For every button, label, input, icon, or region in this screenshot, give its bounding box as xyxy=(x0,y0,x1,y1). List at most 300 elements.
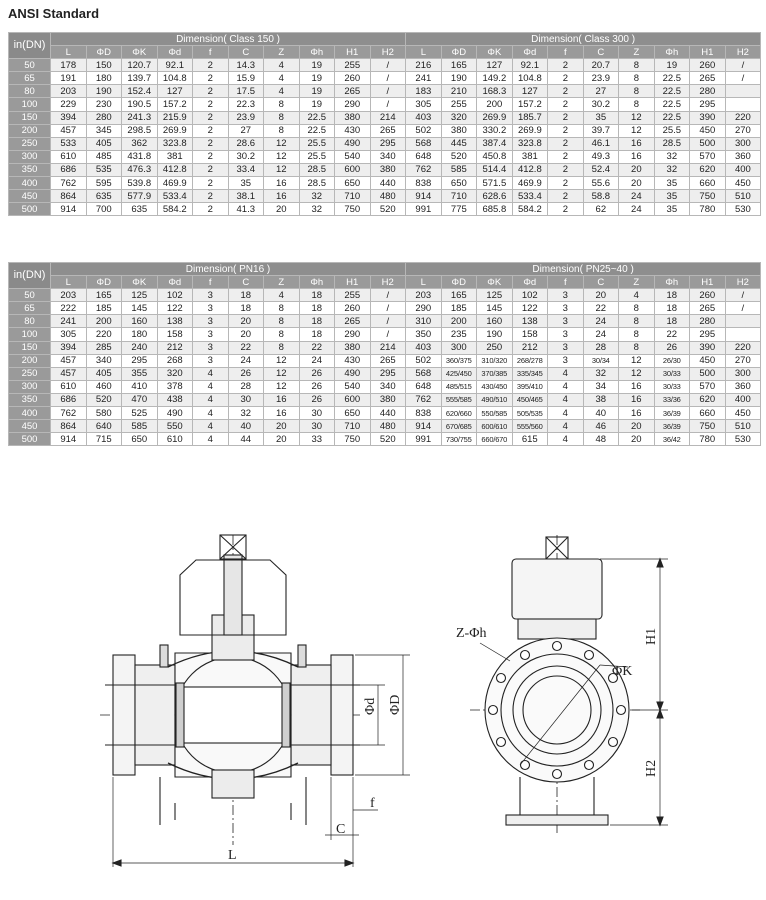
value-cell: 4 xyxy=(264,85,300,98)
dn-header: in(DN) xyxy=(9,263,51,289)
value-cell: 16 xyxy=(619,380,655,393)
value-cell: 3 xyxy=(548,328,584,341)
dn-cell: 450 xyxy=(9,190,51,203)
value-cell: 8 xyxy=(264,124,300,137)
value-cell: 16 xyxy=(619,137,655,150)
value-cell: 533.4 xyxy=(157,190,193,203)
value-cell: 12 xyxy=(264,354,300,367)
value-cell: 203 xyxy=(51,289,87,302)
value-cell: 430 xyxy=(335,124,371,137)
value-cell: 295 xyxy=(690,328,726,341)
value-cell: 26 xyxy=(299,393,335,406)
value-cell: 41.3 xyxy=(228,203,264,216)
value-cell: 445 xyxy=(441,137,477,150)
left-group-header: Dimension( Class 150 ) xyxy=(51,33,406,46)
value-cell: 16 xyxy=(264,407,300,420)
value-cell: 310/320 xyxy=(477,354,513,367)
value-cell: 260 xyxy=(335,72,371,85)
value-cell: 92.1 xyxy=(157,59,193,72)
value-cell: 32 xyxy=(583,367,619,380)
value-cell: 584.2 xyxy=(512,203,548,216)
table-row xyxy=(9,315,761,328)
value-cell: 530 xyxy=(725,203,761,216)
value-cell: 2 xyxy=(193,137,229,150)
value-cell: 394 xyxy=(51,341,87,354)
value-cell: 200 xyxy=(477,98,513,111)
value-cell: 20 xyxy=(619,433,655,446)
value-cell: 485/515 xyxy=(441,380,477,393)
value-cell: 157.2 xyxy=(512,98,548,111)
value-cell: 2 xyxy=(193,150,229,163)
value-cell: 28.5 xyxy=(654,137,690,150)
value-cell: 185 xyxy=(441,302,477,315)
value-cell: 360 xyxy=(725,380,761,393)
value-cell: 580 xyxy=(86,407,122,420)
label-f: f xyxy=(370,796,375,811)
column-header: Φd xyxy=(512,46,548,59)
value-cell: 26 xyxy=(299,367,335,380)
value-cell: 190 xyxy=(86,85,122,98)
value-cell: 24 xyxy=(619,190,655,203)
value-cell: 23.9 xyxy=(228,111,264,124)
value-cell: 381 xyxy=(157,150,193,163)
value-cell: / xyxy=(370,98,406,111)
value-cell: 220 xyxy=(725,111,761,124)
value-cell: 540 xyxy=(335,150,371,163)
value-cell: 450 xyxy=(725,407,761,420)
value-cell: 35 xyxy=(228,177,264,190)
value-cell: 120.7 xyxy=(122,59,158,72)
value-cell: 30/33 xyxy=(654,380,690,393)
value-cell: 14.3 xyxy=(228,59,264,72)
value-cell: 685.8 xyxy=(477,203,513,216)
column-header: C xyxy=(583,276,619,289)
value-cell: / xyxy=(370,72,406,85)
value-cell: 222 xyxy=(51,302,87,315)
dn-cell: 65 xyxy=(9,72,51,85)
value-cell: 360 xyxy=(725,150,761,163)
value-cell: 24 xyxy=(228,354,264,367)
value-cell: 4 xyxy=(193,367,229,380)
value-cell: 269.9 xyxy=(512,124,548,137)
value-cell: 450 xyxy=(725,177,761,190)
value-cell: 24 xyxy=(583,315,619,328)
value-cell: 58.8 xyxy=(583,190,619,203)
value-cell: 280 xyxy=(690,315,726,328)
value-cell: 2 xyxy=(548,72,584,85)
value-cell: 191 xyxy=(51,72,87,85)
value-cell: 36/42 xyxy=(654,433,690,446)
value-cell: 3 xyxy=(548,302,584,315)
column-header: C xyxy=(583,46,619,59)
table-row xyxy=(9,302,761,315)
value-cell: 635 xyxy=(122,203,158,216)
value-cell: 20 xyxy=(264,203,300,216)
value-cell: 212 xyxy=(512,341,548,354)
value-cell: 92.1 xyxy=(512,59,548,72)
value-cell: 295 xyxy=(122,354,158,367)
value-cell: 269.9 xyxy=(157,124,193,137)
value-cell: 715 xyxy=(86,433,122,446)
value-cell: 615 xyxy=(512,433,548,446)
table-row xyxy=(9,72,761,85)
value-cell: 4 xyxy=(548,407,584,420)
column-header: Φh xyxy=(654,46,690,59)
value-cell: 405 xyxy=(86,137,122,150)
column-header: H2 xyxy=(370,276,406,289)
value-cell: 490 xyxy=(335,137,371,150)
value-cell: 122 xyxy=(157,302,193,315)
value-cell: 2 xyxy=(193,98,229,111)
value-cell: 438 xyxy=(157,393,193,406)
value-cell: 2 xyxy=(548,137,584,150)
value-cell: 24 xyxy=(583,328,619,341)
value-cell: / xyxy=(725,302,761,315)
dn-cell: 350 xyxy=(9,163,51,176)
value-cell: 3 xyxy=(193,302,229,315)
value-cell: 355 xyxy=(122,367,158,380)
value-cell: 700 xyxy=(86,203,122,216)
value-cell: 214 xyxy=(370,341,406,354)
value-cell: 23.9 xyxy=(583,72,619,85)
value-cell: 750 xyxy=(690,190,726,203)
value-cell: 2 xyxy=(548,85,584,98)
dn-header: in(DN) xyxy=(9,33,51,59)
value-cell: 104.8 xyxy=(512,72,548,85)
value-cell: 20 xyxy=(228,315,264,328)
value-cell: 30 xyxy=(299,407,335,420)
value-cell: 323.8 xyxy=(157,137,193,150)
value-cell: 157.2 xyxy=(157,98,193,111)
value-cell: 12 xyxy=(264,380,300,393)
value-cell: 476.3 xyxy=(122,163,158,176)
value-cell: 19 xyxy=(299,59,335,72)
value-cell: 36/39 xyxy=(654,420,690,433)
table-row xyxy=(9,137,761,150)
value-cell: 502 xyxy=(406,124,442,137)
value-cell: 864 xyxy=(51,190,87,203)
value-cell: 32 xyxy=(299,190,335,203)
value-cell: 290 xyxy=(335,98,371,111)
value-cell: 230 xyxy=(86,98,122,111)
value-cell: 8 xyxy=(264,341,300,354)
value-cell: 440 xyxy=(370,407,406,420)
value-cell: 335/345 xyxy=(512,367,548,380)
value-cell: 8 xyxy=(619,328,655,341)
value-cell: 8 xyxy=(619,98,655,111)
column-header: ΦK xyxy=(122,46,158,59)
value-cell: 15.9 xyxy=(228,72,264,85)
value-cell: 390 xyxy=(690,111,726,124)
value-cell: 540 xyxy=(335,380,371,393)
value-cell: 8 xyxy=(264,315,300,328)
value-cell: 25.5 xyxy=(654,124,690,137)
table-row xyxy=(9,111,761,124)
value-cell: 127 xyxy=(512,85,548,98)
table-row xyxy=(9,420,761,433)
value-cell: 838 xyxy=(406,407,442,420)
value-cell: 3 xyxy=(193,315,229,328)
class-150-300-table xyxy=(8,32,761,216)
value-cell: 220 xyxy=(86,328,122,341)
dn-cell: 200 xyxy=(9,124,51,137)
value-cell: 290 xyxy=(406,302,442,315)
value-cell: 22.5 xyxy=(654,111,690,124)
value-cell: 203 xyxy=(51,85,87,98)
value-cell: 4 xyxy=(264,289,300,302)
column-header: Φh xyxy=(654,276,690,289)
value-cell: 28 xyxy=(228,380,264,393)
value-cell: 241.3 xyxy=(122,111,158,124)
value-cell: 270 xyxy=(725,354,761,367)
table-row xyxy=(9,433,761,446)
value-cell: 12 xyxy=(619,111,655,124)
value-cell: 490/510 xyxy=(477,393,513,406)
value-cell: 520 xyxy=(86,393,122,406)
value-cell: 46 xyxy=(583,420,619,433)
column-header: f xyxy=(193,46,229,59)
value-cell: 2 xyxy=(193,124,229,137)
column-header: ΦK xyxy=(122,276,158,289)
value-cell: 4 xyxy=(193,407,229,420)
value-cell: 33/36 xyxy=(654,393,690,406)
value-cell: 20.7 xyxy=(583,59,619,72)
value-cell: 44 xyxy=(228,433,264,446)
label-C: C xyxy=(336,822,346,837)
value-cell: 4 xyxy=(193,380,229,393)
value-cell: 838 xyxy=(406,177,442,190)
value-cell: 425/450 xyxy=(441,367,477,380)
value-cell: 469.9 xyxy=(512,177,548,190)
value-cell: 8 xyxy=(264,302,300,315)
value-cell: 568 xyxy=(406,137,442,150)
value-cell: 12 xyxy=(264,163,300,176)
value-cell: 241 xyxy=(406,72,442,85)
value-cell: 400 xyxy=(725,163,761,176)
value-cell: 12 xyxy=(619,354,655,367)
value-cell: 30/34 xyxy=(583,354,619,367)
value-cell: 469.9 xyxy=(157,177,193,190)
value-cell: 305 xyxy=(406,98,442,111)
value-cell: 295 xyxy=(690,98,726,111)
label-z-phi-h: Z-Φh xyxy=(456,626,487,641)
value-cell: 22 xyxy=(299,341,335,354)
value-cell: 18 xyxy=(299,328,335,341)
value-cell: / xyxy=(370,289,406,302)
value-cell: 215.9 xyxy=(157,111,193,124)
label-H1: H1 xyxy=(644,627,659,645)
value-cell: 30/33 xyxy=(654,367,690,380)
value-cell: 150 xyxy=(86,59,122,72)
value-cell: 991 xyxy=(406,203,442,216)
value-cell: 530 xyxy=(725,433,761,446)
value-cell: / xyxy=(725,72,761,85)
column-header: H1 xyxy=(690,46,726,59)
value-cell: 570 xyxy=(690,380,726,393)
value-cell: 280 xyxy=(86,111,122,124)
value-cell: 914 xyxy=(406,420,442,433)
value-cell: 3 xyxy=(548,315,584,328)
value-cell: 18 xyxy=(299,302,335,315)
value-cell: 480 xyxy=(370,420,406,433)
value-cell xyxy=(725,328,761,341)
table-row xyxy=(9,203,761,216)
value-cell: 660 xyxy=(690,407,726,420)
value-cell: 648 xyxy=(406,380,442,393)
label-phi-d: Φd xyxy=(363,697,378,715)
value-cell: 4 xyxy=(548,367,584,380)
valve-drawing xyxy=(0,515,766,900)
value-cell: 535 xyxy=(86,163,122,176)
value-cell: 158 xyxy=(157,328,193,341)
value-cell: 3 xyxy=(193,354,229,367)
column-header: Φd xyxy=(157,46,193,59)
value-cell: 2 xyxy=(193,177,229,190)
value-cell: 2 xyxy=(193,72,229,85)
value-cell: 914 xyxy=(51,203,87,216)
value-cell: 410 xyxy=(122,380,158,393)
value-cell: 2 xyxy=(193,163,229,176)
value-cell: 3 xyxy=(193,289,229,302)
value-cell: 450.8 xyxy=(477,150,513,163)
column-header: C xyxy=(228,46,264,59)
value-cell: 4 xyxy=(193,393,229,406)
value-cell: 660/670 xyxy=(477,433,513,446)
value-cell: 686 xyxy=(51,393,87,406)
value-cell: 12 xyxy=(619,367,655,380)
left-group-header: Dimension( PN16 ) xyxy=(51,263,406,276)
value-cell: 250 xyxy=(477,341,513,354)
value-cell: 16 xyxy=(264,177,300,190)
value-cell: 20 xyxy=(619,420,655,433)
value-cell: 650 xyxy=(441,177,477,190)
value-cell: 430/450 xyxy=(477,380,513,393)
table-row xyxy=(9,124,761,137)
value-cell: 8 xyxy=(264,111,300,124)
value-cell: 577.9 xyxy=(122,190,158,203)
value-cell: 648 xyxy=(406,150,442,163)
value-cell: 380 xyxy=(370,393,406,406)
value-cell: 35 xyxy=(654,203,690,216)
value-cell: 145 xyxy=(122,302,158,315)
value-cell: 490 xyxy=(335,367,371,380)
value-cell: 125 xyxy=(122,289,158,302)
value-cell: 4 xyxy=(548,393,584,406)
value-cell: 127 xyxy=(477,59,513,72)
value-cell: 525 xyxy=(122,407,158,420)
value-cell: 394 xyxy=(51,111,87,124)
value-cell: 241 xyxy=(51,315,87,328)
value-cell: 595 xyxy=(86,177,122,190)
value-cell: 24 xyxy=(299,354,335,367)
value-cell: 255 xyxy=(441,98,477,111)
value-cell: 323.8 xyxy=(512,137,548,150)
value-cell: 2 xyxy=(193,190,229,203)
label-phi-K: ΦK xyxy=(612,664,633,679)
value-cell: 762 xyxy=(406,163,442,176)
value-cell: 4 xyxy=(548,380,584,393)
value-cell: 27 xyxy=(228,124,264,137)
value-cell: 28.6 xyxy=(228,137,264,150)
value-cell: 40 xyxy=(583,407,619,420)
dn-cell: 250 xyxy=(9,367,51,380)
value-cell: 260 xyxy=(690,59,726,72)
value-cell: 28.5 xyxy=(299,163,335,176)
value-cell: 260 xyxy=(690,289,726,302)
value-cell: 2 xyxy=(193,59,229,72)
value-cell: 22.5 xyxy=(654,98,690,111)
value-cell: 235 xyxy=(441,328,477,341)
value-cell: 55.6 xyxy=(583,177,619,190)
value-cell: 620 xyxy=(690,163,726,176)
value-cell: 300 xyxy=(725,367,761,380)
value-cell: 3 xyxy=(548,341,584,354)
dn-cell: 65 xyxy=(9,302,51,315)
value-cell: 600 xyxy=(335,163,371,176)
dn-cell: 150 xyxy=(9,111,51,124)
value-cell: 20 xyxy=(264,433,300,446)
value-cell: 571.5 xyxy=(477,177,513,190)
value-cell: 185 xyxy=(86,302,122,315)
table-row xyxy=(9,177,761,190)
value-cell: 122 xyxy=(512,302,548,315)
value-cell: 585 xyxy=(122,420,158,433)
value-cell: 165 xyxy=(441,59,477,72)
value-cell: 125 xyxy=(477,289,513,302)
value-cell: 32 xyxy=(654,150,690,163)
table-row xyxy=(9,163,761,176)
column-header: C xyxy=(228,276,264,289)
value-cell: 600 xyxy=(335,393,371,406)
value-cell: 35 xyxy=(654,177,690,190)
value-cell: 390 xyxy=(690,341,726,354)
value-cell: 298.5 xyxy=(122,124,158,137)
value-cell: 265 xyxy=(335,85,371,98)
value-cell: 4 xyxy=(264,59,300,72)
value-cell: 710 xyxy=(335,420,371,433)
table-row xyxy=(9,341,761,354)
value-cell: 104.8 xyxy=(157,72,193,85)
value-cell: 102 xyxy=(157,289,193,302)
value-cell: 539.8 xyxy=(122,177,158,190)
value-cell: / xyxy=(370,302,406,315)
value-cell: 2 xyxy=(548,98,584,111)
value-cell: 380 xyxy=(335,111,371,124)
value-cell: 18 xyxy=(654,289,690,302)
value-cell: / xyxy=(370,315,406,328)
value-cell: 710 xyxy=(441,190,477,203)
value-cell xyxy=(725,98,761,111)
value-cell: 2 xyxy=(548,190,584,203)
value-cell: 430 xyxy=(335,354,371,367)
value-cell: 320 xyxy=(441,111,477,124)
value-cell: 8 xyxy=(619,59,655,72)
value-cell: 8 xyxy=(264,98,300,111)
dn-cell: 450 xyxy=(9,420,51,433)
dn-cell: 50 xyxy=(9,289,51,302)
value-cell: 214 xyxy=(370,111,406,124)
dn-cell: 80 xyxy=(9,85,51,98)
value-cell: 18 xyxy=(654,302,690,315)
value-cell: 216 xyxy=(406,59,442,72)
value-cell: 4 xyxy=(193,420,229,433)
value-cell: 4 xyxy=(548,420,584,433)
value-cell: 265 xyxy=(370,124,406,137)
value-cell: 255 xyxy=(335,59,371,72)
dn-cell: 100 xyxy=(9,328,51,341)
value-cell: 30 xyxy=(228,393,264,406)
value-cell: 450 xyxy=(690,354,726,367)
